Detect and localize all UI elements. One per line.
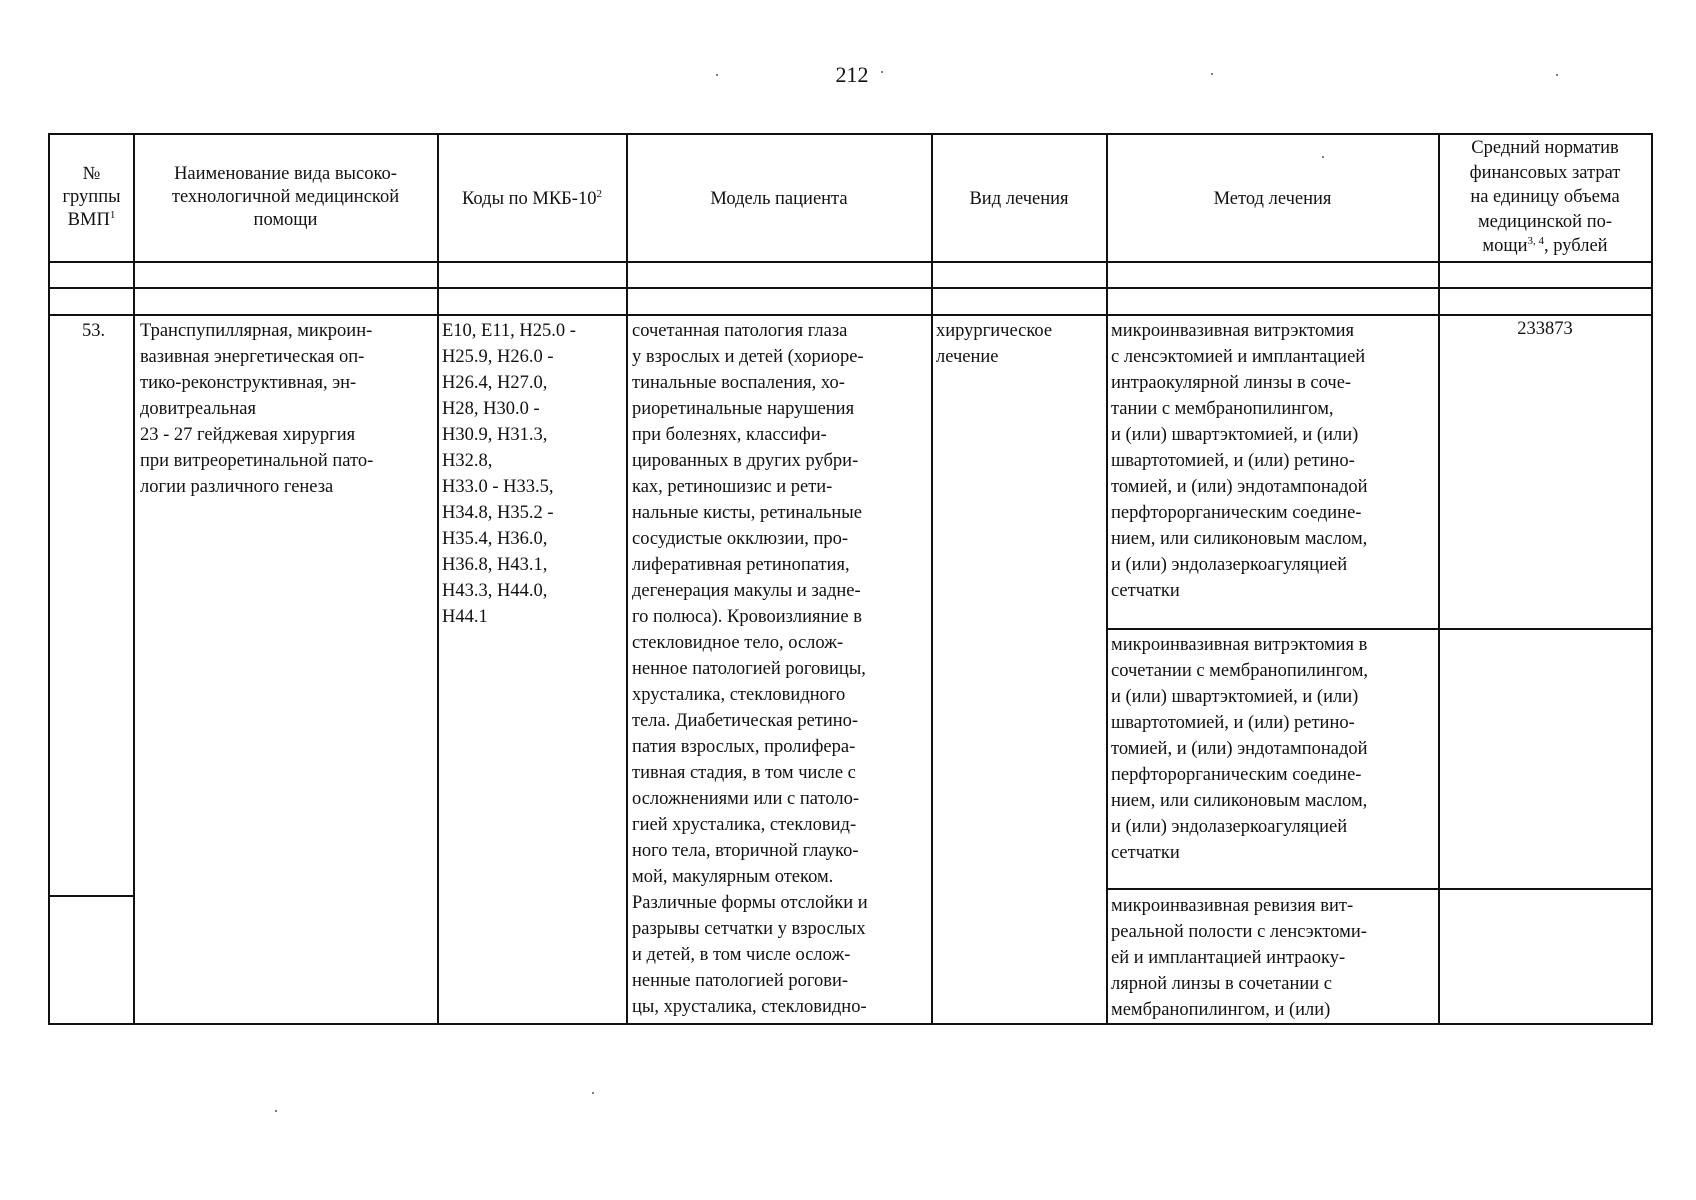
text-line: H32.8, xyxy=(442,451,493,471)
text-line: при болезнях, классифи- xyxy=(632,425,827,445)
treatment-method-cell-3 xyxy=(1111,893,1367,1023)
header-icd-codes: Коды по МКБ-$10^2$ xyxy=(462,187,602,209)
text-line: риоретинальные нарушения xyxy=(632,399,855,419)
column-divider xyxy=(931,133,933,1025)
treatment-type-cell xyxy=(936,318,1052,370)
text-line: и (или) эндолазеркоагуляцией xyxy=(1111,817,1348,837)
header-service-name xyxy=(134,163,437,232)
text-line: перфторорганическим соедине- xyxy=(1111,765,1362,785)
text-line: томией, и (или) эндотампонадой xyxy=(1111,739,1368,759)
scan-speck xyxy=(1556,74,1558,76)
text-line: мембранопилингом, и (или) xyxy=(1111,1000,1331,1020)
text-line: интраокулярной линзы в соче- xyxy=(1111,373,1352,393)
text-line: тинальные воспаления, хо- xyxy=(632,373,845,393)
text-line: сочетании с мембранопилингом, xyxy=(1111,661,1369,681)
header-treatment-type: Вид лечения xyxy=(969,189,1069,209)
header-line: на единицу объема xyxy=(1470,187,1620,207)
footnote-mark: 1 xyxy=(109,208,116,221)
header-line: № xyxy=(82,164,101,184)
text-line: микроинвазивная ревизия вит- xyxy=(1111,896,1354,916)
average-cost-cell: 233873 xyxy=(1517,319,1573,339)
text-line: вазивная энергетическая оп- xyxy=(140,347,365,367)
text-line: осложнениями или с патоло- xyxy=(632,789,859,809)
text-line: H33.0 - H33.5, xyxy=(442,477,554,497)
header-line: медицинской по- xyxy=(1477,211,1613,232)
text-line: тико-реконструктивная, эн- xyxy=(140,373,357,393)
header-line: группы xyxy=(62,187,121,207)
text-line: ках, ретиношизис и рети- xyxy=(632,477,833,497)
patient-model-cell xyxy=(632,318,868,1020)
text-line: микроинвазивная витрэктомия в xyxy=(1111,635,1368,655)
text-line: нием, или силиконовым маслом, xyxy=(1111,791,1368,811)
text-line: швартотомией, и (или) ретино- xyxy=(1111,451,1355,471)
footnote-mark: 2 xyxy=(596,187,602,200)
header-group-number xyxy=(50,163,133,232)
text-line: ненные патологией рогови- xyxy=(632,971,849,991)
text-line: го полюса). Кровоизлияние в xyxy=(632,607,862,627)
icd-codes-cell xyxy=(442,318,576,630)
text-line: разрывы сетчатки у взрослых xyxy=(632,919,866,939)
header-line: Наименование вида высоко- xyxy=(174,164,397,184)
text-line: ей и имплантацией интраоку- xyxy=(1111,948,1346,968)
header-line: ВМП$^1$ xyxy=(67,208,116,230)
text-line: E10, E11, H25.0 - xyxy=(442,321,576,341)
text-line: с ленсэктомией и имплантацией xyxy=(1111,347,1366,367)
treatment-method-cell-2 xyxy=(1111,632,1368,866)
service-name-cell xyxy=(140,318,373,500)
header-line: финансовых затрат xyxy=(1469,162,1621,183)
text-line: ного тела, вторичной глауко- xyxy=(632,841,859,861)
scan-speck xyxy=(275,1110,277,1112)
header-line: помощи xyxy=(253,210,318,230)
text-line: тивная стадия, в том числе с xyxy=(632,763,856,783)
text-line: H44.1 xyxy=(442,607,488,627)
column-divider xyxy=(133,133,135,1025)
text-line: нальные кисты, ретинальные xyxy=(632,503,862,523)
scan-speck xyxy=(1211,73,1213,75)
header-line: мощи$^{3, 4}$, рублей xyxy=(1482,234,1608,256)
text-line: H35.4, H36.0, xyxy=(442,529,548,549)
text-line: Транспупиллярная, микроин- xyxy=(140,321,373,341)
text-line: томией, и (или) эндотампонадой xyxy=(1111,477,1368,497)
table-border-bottom xyxy=(48,1023,1653,1025)
row-separator xyxy=(48,895,133,897)
method-row-separator xyxy=(1106,888,1653,890)
header-patient-model: Модель пациента xyxy=(710,189,848,209)
text-line: сочетанная патология глаза xyxy=(632,321,848,341)
text-line: и (или) швартэктомией, и (или) xyxy=(1111,425,1359,445)
text-line: тела. Диабетическая ретино- xyxy=(632,711,859,731)
text-line: реальной полости с ленсэктоми- xyxy=(1111,922,1367,942)
text-line: при витреоретинальной пато- xyxy=(140,451,374,471)
text-line: H25.9, H26.0 - xyxy=(442,347,554,367)
header-line: Средний норматив xyxy=(1471,138,1619,158)
text-line: и (или) швартэктомией, и (или) xyxy=(1111,687,1359,707)
scan-speck xyxy=(881,71,883,73)
scan-speck xyxy=(1322,156,1324,158)
text-line: довитреальная xyxy=(140,399,256,419)
treatment-method-cell-1 xyxy=(1111,318,1368,604)
text-line: H36.8, H43.1, xyxy=(442,555,548,575)
text-line: хрусталика, стекловидного xyxy=(632,685,846,705)
table-border-left xyxy=(48,133,50,1025)
text-line: цы, хрусталика, стекловидно- xyxy=(632,997,867,1017)
header-line: технологичной медицинской xyxy=(171,187,400,207)
column-divider xyxy=(1438,133,1440,1025)
text-line: дегенерация макулы и задне- xyxy=(632,581,861,601)
text-line: H28, H30.0 - xyxy=(442,399,540,419)
text-line: лярной линзы в сочетании с xyxy=(1111,974,1332,994)
text-line: цированных в других рубри- xyxy=(632,451,859,471)
text-line: H34.8, H35.2 - xyxy=(442,503,554,523)
text-line: сетчатки xyxy=(1111,581,1180,601)
method-row-separator xyxy=(1106,628,1653,630)
text-line: мой, макулярным отеком. xyxy=(632,867,834,887)
text-line: гией хрусталика, стекловид- xyxy=(632,815,857,835)
text-line: нием, или силиконовым маслом, xyxy=(1111,529,1368,549)
text-line: швартотомией, и (или) ретино- xyxy=(1111,713,1355,733)
table-rule xyxy=(48,261,1653,263)
text-line: стекловидное тело, ослож- xyxy=(632,633,844,653)
footnote-mark: 3, 4 xyxy=(1527,234,1545,247)
text-line: тании с мембранопилингом, xyxy=(1111,399,1334,419)
column-divider xyxy=(626,133,628,1025)
text-line: хирургическое xyxy=(936,321,1053,341)
text-line: патия взрослых, пролифера- xyxy=(632,737,856,757)
group-number-cell: 53. xyxy=(82,321,106,341)
table-border-top xyxy=(48,133,1653,135)
text-line: 23 - 27 гейджевая хирургия xyxy=(140,425,356,445)
text-line: лечение xyxy=(936,347,999,367)
column-divider xyxy=(1106,133,1108,1025)
table-rule xyxy=(48,314,1653,316)
column-divider xyxy=(437,133,439,1025)
text-line: Различные формы отслойки и xyxy=(632,893,868,913)
text-line: H43.3, H44.0, xyxy=(442,581,548,601)
text-line: сетчатки xyxy=(1111,843,1180,863)
text-line: ненное патологией роговицы, xyxy=(632,659,866,679)
scan-speck xyxy=(592,1092,594,1094)
scan-speck xyxy=(716,74,718,76)
text-line: микроинвазивная витрэктомия xyxy=(1111,321,1354,341)
text-line: у взрослых и детей (хориоре- xyxy=(632,347,864,367)
text-line: сосудистые окклюзии, про- xyxy=(632,529,849,549)
text-line: и (или) эндолазеркоагуляцией xyxy=(1111,555,1348,575)
text-line: H26.4, H27.0, xyxy=(442,373,548,393)
table-rule xyxy=(48,287,1653,289)
text-line: логии различного генеза xyxy=(140,477,334,497)
text-line: H30.9, H31.3, xyxy=(442,425,548,445)
header-average-cost xyxy=(1439,136,1651,259)
text-line: лиферативная ретинопатия, xyxy=(632,555,850,575)
header-treatment-method: Метод лечения xyxy=(1213,189,1332,209)
page-number: 212 xyxy=(835,62,869,87)
text-line: перфторорганическим соедине- xyxy=(1111,503,1362,523)
text-line: и детей, в том числе ослож- xyxy=(632,945,851,965)
table-border-right xyxy=(1651,133,1653,1025)
